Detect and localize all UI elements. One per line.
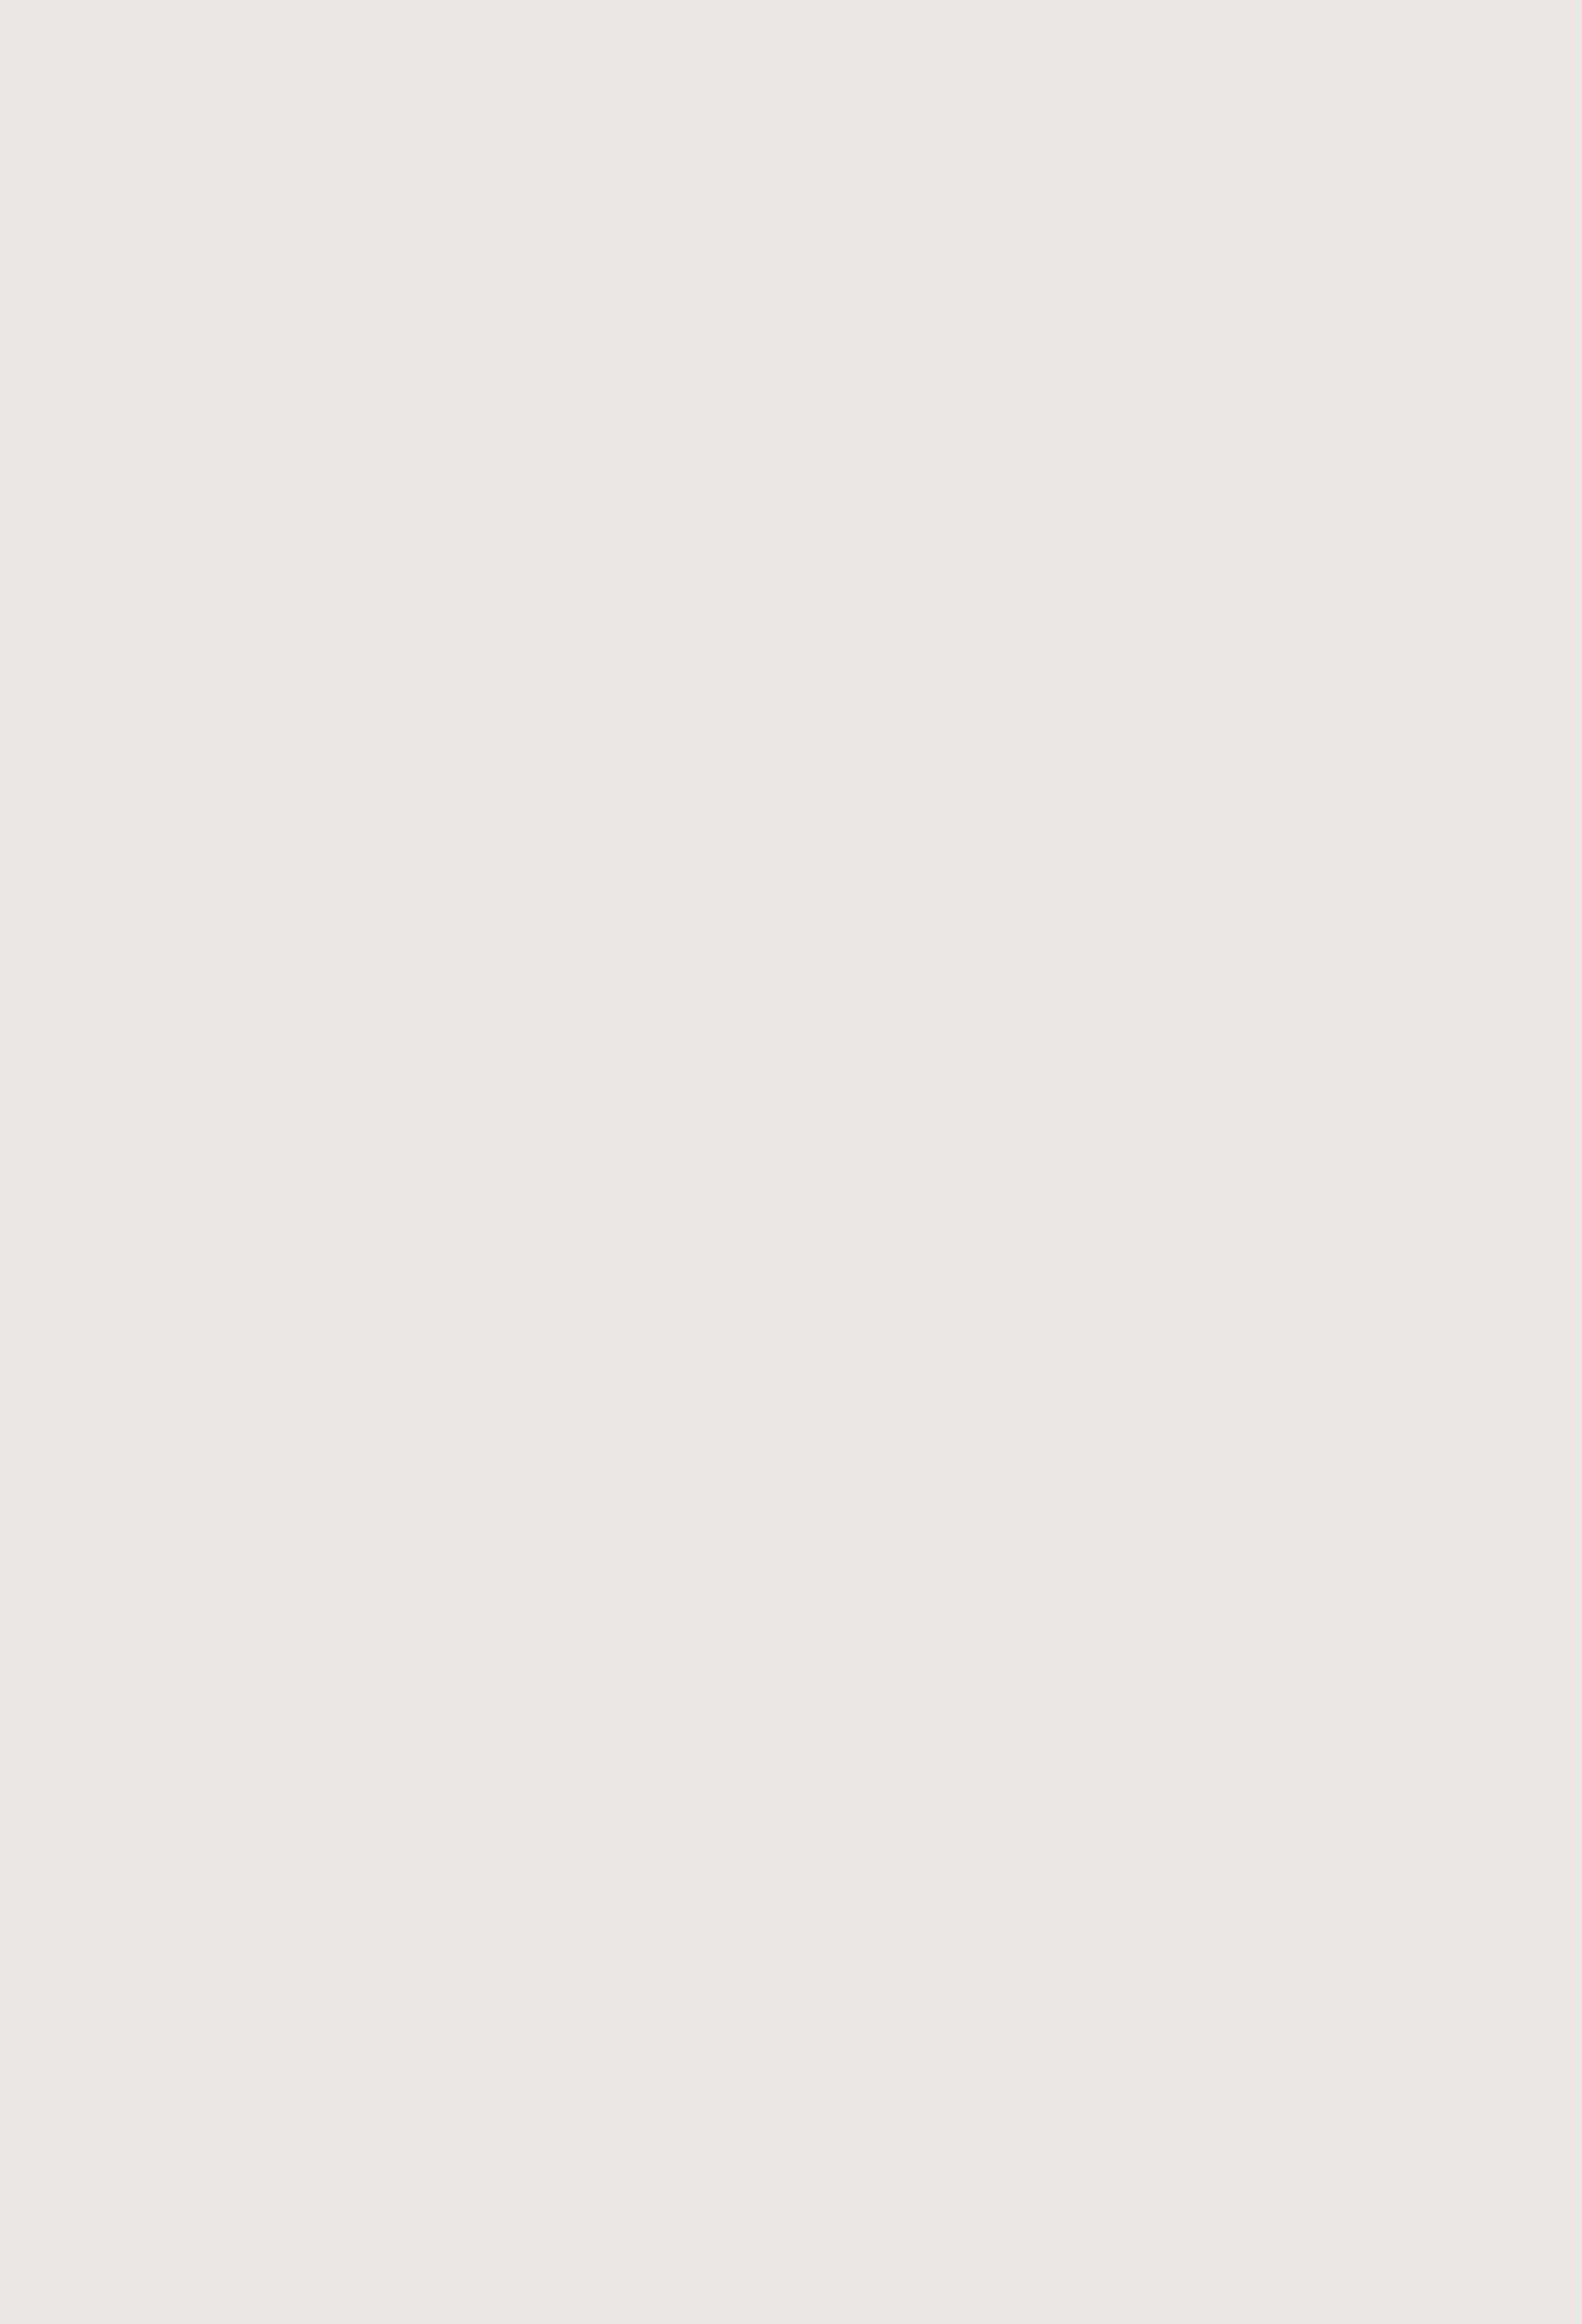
bottom-text-block (1414, 1282, 1459, 2161)
